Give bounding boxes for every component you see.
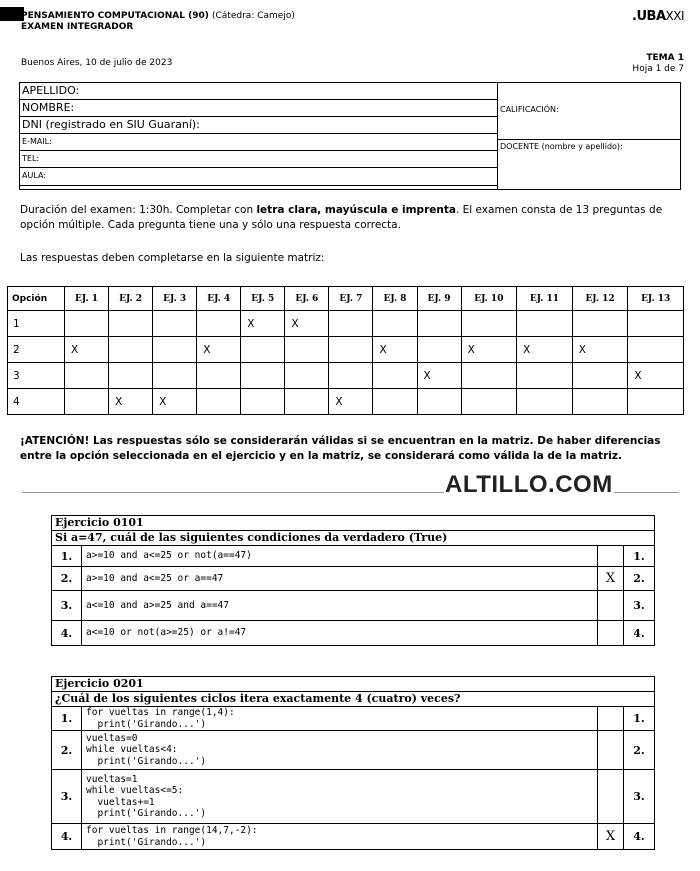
matrix-cell[interactable] (153, 363, 197, 389)
matrix-cell[interactable]: X (241, 311, 285, 337)
matrix-col-header: EJ. 4 (197, 287, 241, 311)
uba-logo-suffix: XXI (665, 9, 684, 23)
option-code: for vueltas in range(1,4): print('Girando...') (82, 707, 598, 730)
matrix-col-header: EJ. 11 (517, 287, 573, 311)
matrix-cell[interactable] (241, 363, 285, 389)
matrix-option-label: 1 (8, 311, 65, 337)
aula-field[interactable]: AULA: (20, 168, 497, 186)
matrix-cell[interactable] (109, 363, 153, 389)
exercise-option-row (52, 567, 654, 591)
matrix-cell[interactable]: X (109, 389, 153, 415)
watermark: ALTILLO.COM (445, 471, 613, 498)
grading-fields (498, 83, 681, 189)
option-number: 2. (52, 567, 82, 590)
matrix-cell[interactable] (572, 311, 628, 337)
matrix-cell[interactable]: X (329, 389, 373, 415)
matrix-cell[interactable] (417, 337, 461, 363)
exercise-question: Si a=47, cuál de las siguientes condiciones da verdadero (True) (52, 531, 654, 546)
page-number: Hoja 1 de 7 (632, 64, 684, 74)
id-fields (20, 83, 498, 189)
matrix-cell[interactable] (241, 337, 285, 363)
option-number: 1. (52, 707, 82, 730)
matrix-body (8, 311, 684, 415)
matrix-col-header: EJ. 3 (153, 287, 197, 311)
attention-notice: ¡ATENCIÓN! Las respuestas sólo se considerarán válidas si se encuentran en la matriz. De haber diferencias entre la opción seleccionada en el ejercicio y en la matriz, se considerará como válida la de la matriz. (20, 435, 661, 462)
matrix-cell[interactable]: X (65, 337, 109, 363)
option-code: a>=10 and a<=25 or not(a==47) (82, 546, 598, 566)
apellido-field[interactable]: APELLIDO: (20, 83, 497, 100)
matrix-col-header: EJ. 12 (572, 287, 628, 311)
calificacion-field: CALIFICACIÓN: (498, 83, 681, 140)
matrix-cell[interactable] (153, 337, 197, 363)
matrix-cell[interactable] (197, 363, 241, 389)
matrix-cell[interactable] (285, 337, 329, 363)
instructions-paragraph (20, 203, 685, 233)
dni-field[interactable]: DNI (registrado en SIU Guaraní): (20, 117, 497, 134)
matrix-row (8, 363, 684, 389)
option-code: a<=10 or not(a>=25) or a!=47 (82, 621, 598, 645)
option-number-right: 3. (633, 790, 645, 803)
matrix-cell[interactable] (517, 389, 573, 415)
matrix-header-row (8, 287, 684, 311)
option-number-right: 1. (633, 712, 645, 725)
option-number: 2. (52, 731, 82, 769)
matrix-col-header: EJ. 8 (373, 287, 417, 311)
matrix-cell[interactable] (373, 363, 417, 389)
option-code: a>=10 and a<=25 or a==47 (82, 567, 598, 590)
matrix-cell[interactable]: X (285, 311, 329, 337)
matrix-col-header: EJ. 5 (241, 287, 285, 311)
matrix-cell[interactable] (572, 363, 628, 389)
exercise-options (52, 546, 654, 645)
matrix-cell[interactable]: X (572, 337, 628, 363)
matrix-cell[interactable] (153, 311, 197, 337)
option-mark-box[interactable] (598, 770, 624, 823)
matrix-cell[interactable]: X (417, 363, 461, 389)
option-number: 1. (52, 546, 82, 566)
matrix-cell[interactable] (417, 389, 461, 415)
matrix-cell[interactable]: X (197, 337, 241, 363)
matrix-col-header: EJ. 13 (628, 287, 684, 311)
option-code: for vueltas in range(14,7,-2): print('Girando...') (82, 824, 598, 849)
option-code: vueltas=1 while vueltas<=5: vueltas+=1 print('Girando...') (82, 770, 598, 823)
exercise-option-row (52, 770, 654, 824)
matrix-cell[interactable] (65, 363, 109, 389)
matrix-option-label: 2 (8, 337, 65, 363)
exercise-title: Ejercicio 0201 (52, 677, 654, 692)
option-code: vueltas=0 while vueltas<4: print('Girando...') (82, 731, 598, 769)
option-mark-box[interactable] (598, 591, 624, 620)
uba-logo-main: .UBA (632, 9, 666, 24)
exercise-option-row (52, 621, 654, 645)
matrix-col-header: EJ. 9 (417, 287, 461, 311)
option-mark-box[interactable] (598, 621, 624, 645)
instructions-text-2: . El examen consta de 13 preguntas de opción múltiple. Cada pregunta tiene una y sólo una respuesta correcta. (20, 204, 663, 231)
exercise-option-row (52, 591, 654, 621)
matrix-cell[interactable]: X (153, 389, 197, 415)
matrix-cell[interactable] (329, 311, 373, 337)
option-number-right: 1. (633, 549, 645, 563)
matrix-option-label: 4 (8, 389, 65, 415)
matrix-cell[interactable] (373, 389, 417, 415)
exercise-options (52, 707, 654, 849)
matrix-cell[interactable] (461, 389, 517, 415)
matrix-cell[interactable] (109, 311, 153, 337)
option-mark-box[interactable] (598, 707, 624, 730)
matrix-cell[interactable] (572, 389, 628, 415)
option-number-right: 2. (633, 743, 645, 757)
tel-field[interactable]: TEL: (20, 151, 497, 168)
matrix-col-header: EJ. 10 (461, 287, 517, 311)
option-number: 4. (52, 621, 82, 645)
option-mark-box[interactable]: X (598, 567, 624, 590)
student-id-form (19, 82, 681, 190)
matrix-col-header: EJ. 1 (65, 287, 109, 311)
exercise-0201 (51, 676, 655, 850)
matrix-cell[interactable] (461, 311, 517, 337)
option-number-right: 4. (633, 830, 645, 843)
exam-title: EXAMEN INTEGRADOR (21, 22, 134, 32)
option-number-right: 2. (633, 572, 645, 585)
matrix-cell[interactable]: X (461, 337, 517, 363)
matrix-cell[interactable] (285, 363, 329, 389)
matrix-cell[interactable] (628, 337, 684, 363)
option-mark-box[interactable] (598, 546, 624, 566)
matrix-cell[interactable] (285, 389, 329, 415)
matrix-cell[interactable] (241, 389, 285, 415)
matrix-option-label: 3 (8, 363, 65, 389)
course-title (21, 11, 295, 21)
matrix-cell[interactable] (65, 389, 109, 415)
instructions-bold: letra clara, mayúscula e imprenta (256, 204, 456, 216)
docente-field: DOCENTE (nombre y apellido): (500, 142, 623, 151)
option-number: 4. (52, 824, 82, 849)
nombre-field[interactable]: NOMBRE: (20, 100, 497, 117)
course-name: PENSAMIENTO COMPUTACIONAL (90) (21, 11, 209, 21)
exercise-option-row (52, 707, 654, 731)
matrix-cell[interactable] (197, 311, 241, 337)
matrix-row (8, 311, 684, 337)
exercise-option-row (52, 824, 654, 849)
answer-matrix (7, 286, 684, 415)
matrix-cell[interactable] (461, 363, 517, 389)
matrix-cell[interactable] (109, 337, 153, 363)
option-number: 3. (52, 591, 82, 620)
matrix-cell[interactable]: X (517, 337, 573, 363)
matrix-col-header: EJ. 7 (329, 287, 373, 311)
matrix-cell[interactable] (373, 311, 417, 337)
matrix-corner: Opción (8, 287, 65, 311)
matrix-cell[interactable]: X (628, 363, 684, 389)
matrix-cell[interactable] (628, 311, 684, 337)
option-number-right: 3. (633, 599, 645, 612)
exam-date: Buenos Aires, 10 de julio de 2023 (21, 58, 173, 68)
matrix-cell[interactable] (329, 363, 373, 389)
email-field[interactable]: E-MAIL: (20, 134, 497, 151)
instructions-text-1: Duración del examen: 1:30h. Completar con (20, 204, 257, 216)
matrix-cell[interactable] (517, 363, 573, 389)
option-mark-box[interactable]: X (598, 824, 624, 849)
matrix-cell[interactable] (65, 311, 109, 337)
exercise-option-row (52, 731, 654, 770)
option-number: 3. (52, 770, 82, 823)
matrix-cell[interactable] (628, 389, 684, 415)
exercise-option-row (52, 546, 654, 567)
option-mark-box[interactable] (598, 731, 624, 769)
matrix-row (8, 337, 684, 363)
exercise-0101 (51, 515, 655, 646)
matrix-row (8, 389, 684, 415)
matrix-cell[interactable]: X (373, 337, 417, 363)
exercise-title: Ejercicio 0101 (52, 516, 654, 531)
matrix-cell[interactable] (517, 311, 573, 337)
matrix-col-header: EJ. 2 (109, 287, 153, 311)
option-number-right: 4. (633, 626, 645, 640)
option-code: a<=10 and a>=25 and a==47 (82, 591, 598, 620)
tema-label: TEMA 1 (646, 53, 684, 63)
matrix-col-header: EJ. 6 (285, 287, 329, 311)
exercise-question: ¿Cuál de los siguientes ciclos itera exactamente 4 (cuatro) veces? (52, 692, 654, 707)
uba-logo (632, 9, 684, 24)
matrix-cell[interactable] (329, 337, 373, 363)
catedra: (Cátedra: Camejo) (212, 11, 295, 21)
matrix-cell[interactable] (197, 389, 241, 415)
matrix-instruction: Las respuestas deben completarse en la siguiente matriz: (20, 252, 325, 264)
matrix-cell[interactable] (417, 311, 461, 337)
